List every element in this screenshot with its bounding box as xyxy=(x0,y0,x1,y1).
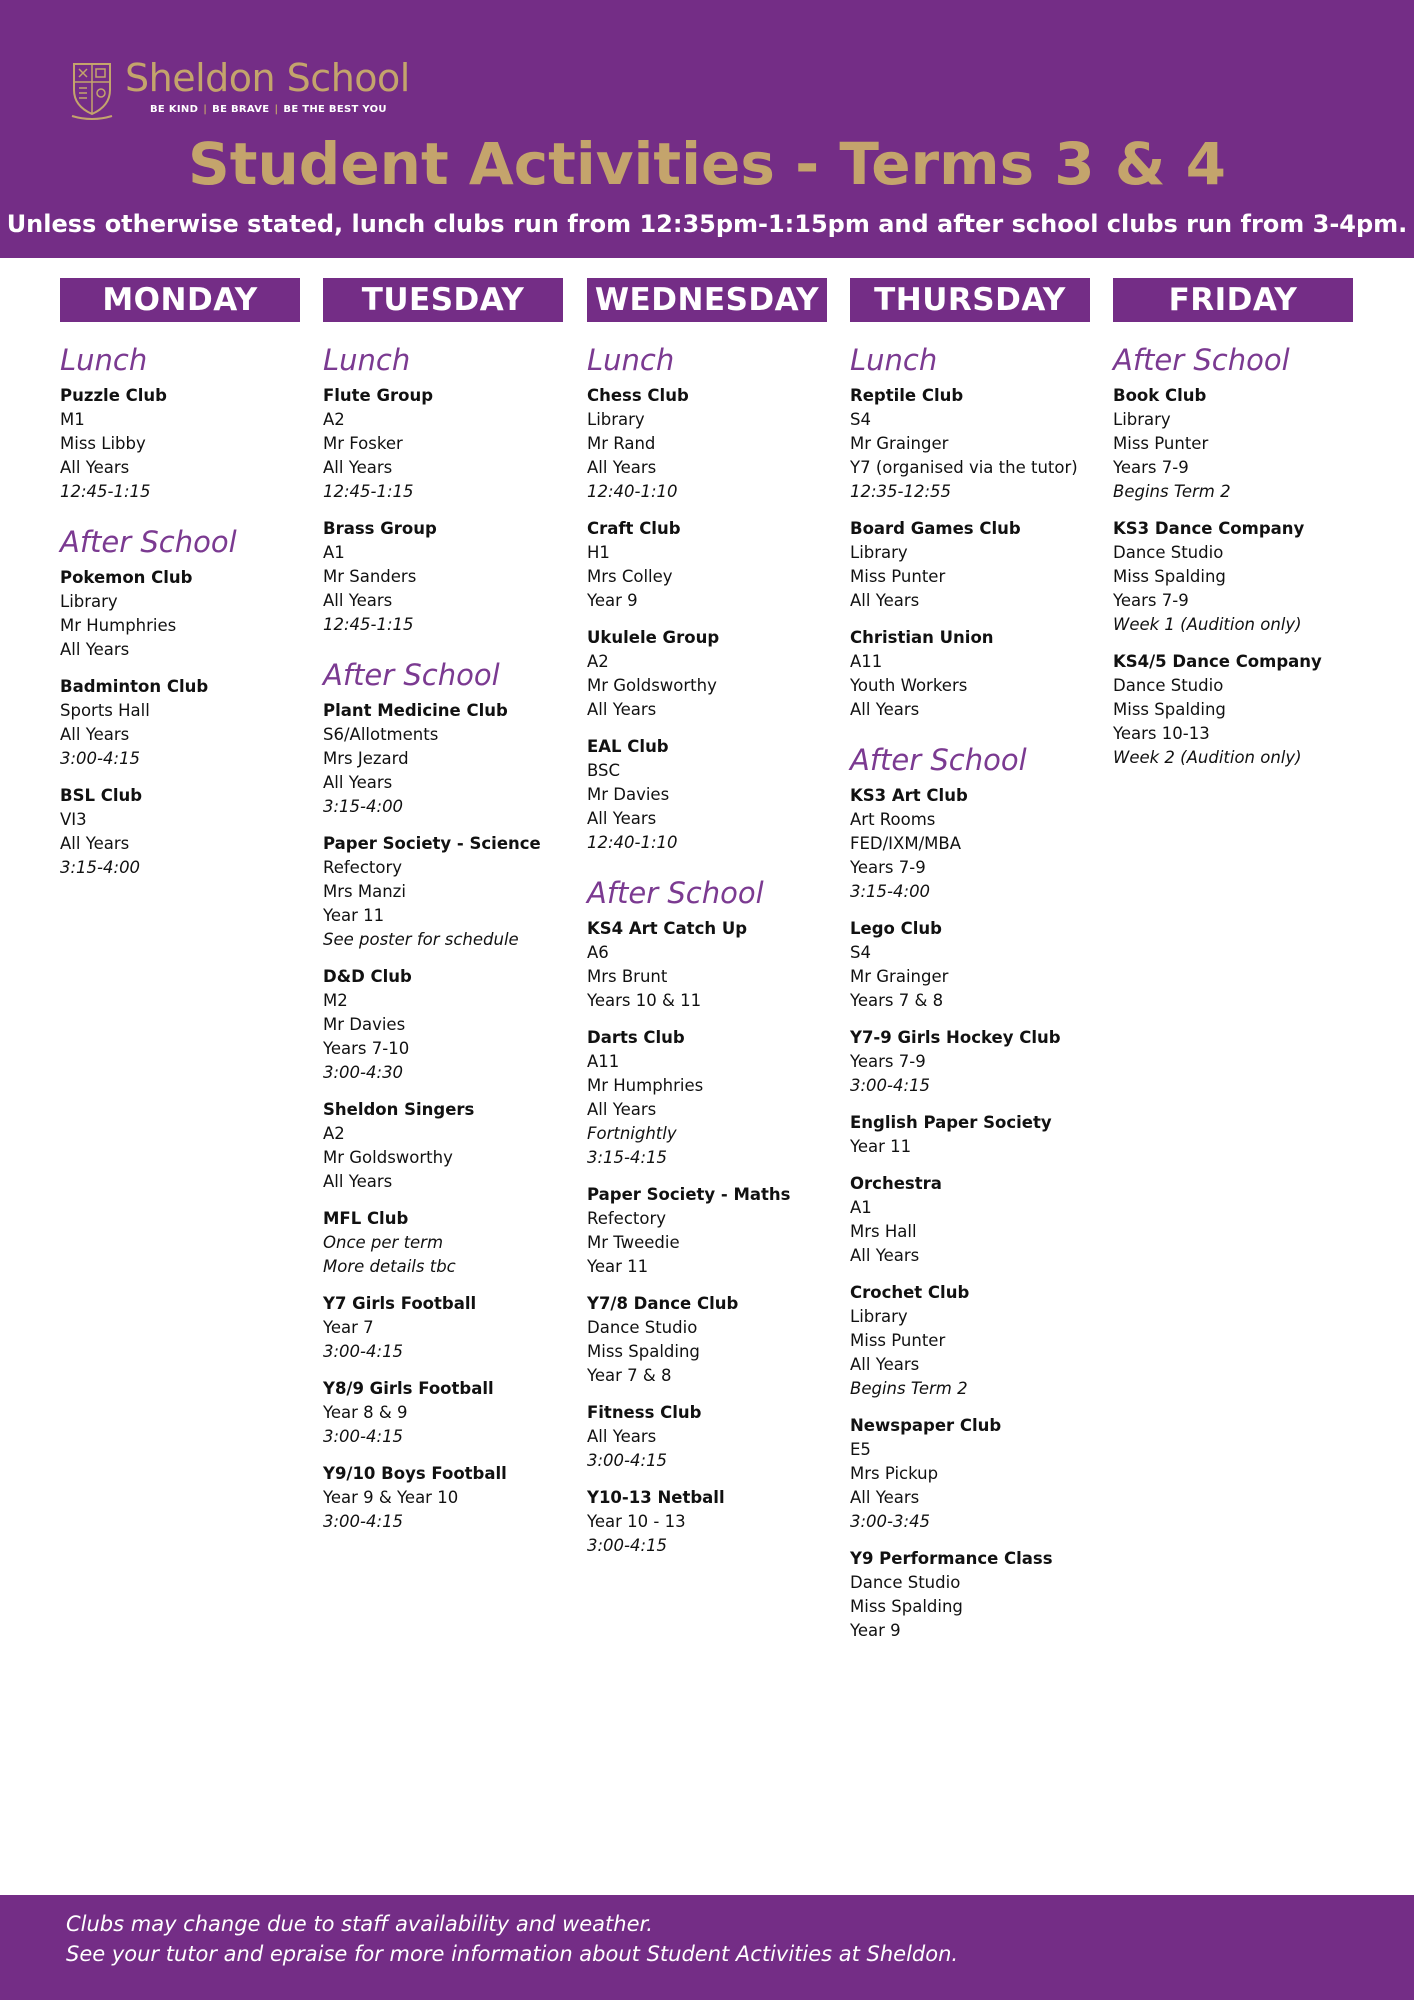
club-entry xyxy=(60,566,300,662)
club-entry xyxy=(587,1292,827,1388)
club-detail: Year 10 - 13 xyxy=(587,1512,686,1531)
club-entry xyxy=(587,384,827,504)
club-entry xyxy=(323,965,563,1085)
club-name: Y7-9 Girls Hockey Club xyxy=(850,1028,1061,1047)
club-detail: All Years xyxy=(587,458,657,477)
club-detail: Mr Sanders xyxy=(323,567,417,586)
club-detail: 3:00-3:45 xyxy=(850,1512,931,1531)
club-name: Brass Group xyxy=(323,519,437,538)
club-detail: Youth Workers xyxy=(850,676,968,695)
footer-banner xyxy=(0,1895,1414,2000)
section-heading: After School xyxy=(587,876,764,910)
club-detail: Art Rooms xyxy=(850,810,936,829)
club-detail: A2 xyxy=(323,1124,345,1143)
club-name: Paper Society - Science xyxy=(323,834,541,853)
club-entry xyxy=(587,735,827,855)
club-name: Crochet Club xyxy=(850,1283,970,1302)
section-heading: After School xyxy=(850,743,1027,777)
day-column-tuesday xyxy=(323,278,563,1547)
club-detail: Miss Punter xyxy=(850,567,946,586)
club-detail: Year 9 xyxy=(850,1621,901,1640)
club-detail: Sports Hall xyxy=(60,701,150,720)
club-detail: All Years xyxy=(60,834,130,853)
club-detail: All Years xyxy=(850,591,920,610)
club-detail: Year 11 xyxy=(587,1257,649,1276)
club-detail: All Years xyxy=(323,1172,393,1191)
school-motto xyxy=(150,104,387,115)
club-detail: Mr Davies xyxy=(323,1015,406,1034)
day-column-wednesday xyxy=(587,278,827,1571)
club-detail: All Years xyxy=(323,773,393,792)
club-detail: Year 9 xyxy=(587,591,638,610)
section-heading: Lunch xyxy=(323,343,411,377)
club-detail: Years 7 & 8 xyxy=(850,991,944,1010)
school-crest-icon xyxy=(70,60,114,120)
club-name: Flute Group xyxy=(323,386,434,405)
club-detail: All Years xyxy=(850,1355,920,1374)
section-heading: Lunch xyxy=(60,343,148,377)
club-detail: Year 11 xyxy=(850,1137,912,1156)
club-detail: Years 10 & 11 xyxy=(587,991,702,1010)
club-detail: All Years xyxy=(587,1427,657,1446)
club-detail: 12:40-1:10 xyxy=(587,482,678,501)
club-detail: Miss Punter xyxy=(1113,434,1209,453)
club-detail: Years 7-9 xyxy=(1113,458,1189,477)
club-entry xyxy=(850,1111,1090,1159)
club-detail: H1 xyxy=(587,543,610,562)
club-name: Puzzle Club xyxy=(60,386,167,405)
club-detail: 3:00-4:15 xyxy=(323,1427,404,1446)
club-detail: M2 xyxy=(323,991,348,1010)
club-detail: Mr Humphries xyxy=(587,1076,704,1095)
club-detail: BSC xyxy=(587,761,621,780)
club-detail: Mr Rand xyxy=(587,434,656,453)
club-detail: Begins Term 2 xyxy=(1113,482,1231,501)
club-detail: A11 xyxy=(587,1052,620,1071)
club-entry xyxy=(850,1172,1090,1268)
day-header: THURSDAY xyxy=(850,278,1090,322)
club-detail: Miss Spalding xyxy=(1113,567,1226,586)
club-detail: All Years xyxy=(587,1100,657,1119)
school-logo xyxy=(70,56,410,122)
club-entry xyxy=(60,784,300,880)
club-name: Reptile Club xyxy=(850,386,964,405)
day-column-monday xyxy=(60,278,300,893)
club-detail: Mrs Pickup xyxy=(850,1464,939,1483)
club-detail: All Years xyxy=(60,458,130,477)
club-detail: All Years xyxy=(850,1246,920,1265)
club-detail: 12:35-12:55 xyxy=(850,482,952,501)
club-name: Board Games Club xyxy=(850,519,1021,538)
motto-part: BE THE BEST YOU xyxy=(283,104,387,115)
club-detail: Mrs Jezard xyxy=(323,749,409,768)
club-detail: Library xyxy=(60,592,118,611)
footer-note: Clubs may change due to staff availability and weather. xyxy=(66,1912,653,1936)
club-detail: A2 xyxy=(323,410,345,429)
club-entry xyxy=(587,917,827,1013)
club-detail: Library xyxy=(850,543,908,562)
club-name: Christian Union xyxy=(850,628,994,647)
club-detail: Y7 (organised via the tutor) xyxy=(850,458,1078,477)
club-detail: Mr Goldsworthy xyxy=(323,1148,453,1167)
day-header: WEDNESDAY xyxy=(587,278,827,322)
club-detail: Mr Goldsworthy xyxy=(587,676,717,695)
club-name: Newspaper Club xyxy=(850,1416,1002,1435)
club-detail: S4 xyxy=(850,410,871,429)
club-detail: Mrs Hall xyxy=(850,1222,917,1241)
club-detail: All Years xyxy=(850,700,920,719)
footer-note: See your tutor and epraise for more information about Student Activities at Sheldon. xyxy=(66,1942,959,1966)
club-detail: All Years xyxy=(60,640,130,659)
section-heading: Lunch xyxy=(587,343,675,377)
club-detail: A1 xyxy=(850,1198,872,1217)
club-detail: Mrs Brunt xyxy=(587,967,668,986)
club-name: D&D Club xyxy=(323,967,412,986)
club-detail: 3:00-4:15 xyxy=(60,749,141,768)
day-header: TUESDAY xyxy=(323,278,563,322)
motto-part: BE KIND xyxy=(150,104,199,115)
club-entry xyxy=(587,1401,827,1473)
club-detail: Refectory xyxy=(323,858,403,877)
club-detail: Miss Libby xyxy=(60,434,146,453)
club-detail: 12:45-1:15 xyxy=(323,482,414,501)
club-name: BSL Club xyxy=(60,786,143,805)
club-detail: Year 11 xyxy=(323,906,385,925)
club-name: Book Club xyxy=(1113,386,1207,405)
club-entry xyxy=(587,626,827,722)
motto-part: BE BRAVE xyxy=(212,104,270,115)
club-entry xyxy=(850,1026,1090,1098)
motto-separator: | xyxy=(274,104,279,115)
club-name: KS4/5 Dance Company xyxy=(1113,652,1322,671)
club-name: Darts Club xyxy=(587,1028,685,1047)
club-detail: Fortnightly xyxy=(587,1124,677,1143)
club-name: Sheldon Singers xyxy=(323,1100,475,1119)
day-header: FRIDAY xyxy=(1113,278,1353,322)
section-heading: Lunch xyxy=(850,343,938,377)
club-detail: Miss Punter xyxy=(850,1331,946,1350)
page-title: Student Activities - Terms 3 & 4 xyxy=(188,130,1226,198)
club-detail: Year 8 & 9 xyxy=(323,1403,408,1422)
club-entry xyxy=(323,1292,563,1364)
club-detail: S6/Allotments xyxy=(323,725,439,744)
club-entry xyxy=(60,675,300,771)
club-detail: 3:15-4:00 xyxy=(323,797,404,816)
club-detail: Years 7-10 xyxy=(323,1039,410,1058)
club-detail: Miss Spalding xyxy=(1113,700,1226,719)
section-heading: After School xyxy=(1113,343,1290,377)
club-detail: A11 xyxy=(850,652,883,671)
club-name: Plant Medicine Club xyxy=(323,701,508,720)
club-entry xyxy=(850,1414,1090,1534)
day-column-friday xyxy=(1113,278,1353,783)
club-entry xyxy=(323,699,563,819)
club-name: MFL Club xyxy=(323,1209,409,1228)
club-entry xyxy=(60,384,300,504)
club-detail: Week 2 (Audition only) xyxy=(1113,748,1302,767)
club-name: Y7 Girls Football xyxy=(323,1294,477,1313)
club-detail: Miss Spalding xyxy=(587,1342,700,1361)
club-detail: 3:00-4:15 xyxy=(850,1076,931,1095)
club-name: Fitness Club xyxy=(587,1403,702,1422)
club-detail: Mrs Manzi xyxy=(323,882,406,901)
club-entry xyxy=(850,1547,1090,1643)
club-detail: Mr Grainger xyxy=(850,967,949,986)
club-detail: M1 xyxy=(60,410,85,429)
club-name: Y10-13 Netball xyxy=(587,1488,725,1507)
club-name: English Paper Society xyxy=(850,1113,1052,1132)
club-detail: 3:15-4:00 xyxy=(60,858,141,877)
club-detail: Years 10-13 xyxy=(1113,724,1210,743)
club-entry xyxy=(850,384,1090,504)
club-detail: All Years xyxy=(60,725,130,744)
club-detail: Once per term xyxy=(323,1233,444,1252)
club-entry xyxy=(587,517,827,613)
club-name: Orchestra xyxy=(850,1174,942,1193)
club-entry xyxy=(1113,650,1353,770)
club-detail: All Years xyxy=(587,700,657,719)
club-detail: S4 xyxy=(850,943,871,962)
club-detail: Library xyxy=(1113,410,1171,429)
club-detail: Dance Studio xyxy=(1113,676,1224,695)
club-detail: Year 9 & Year 10 xyxy=(323,1488,459,1507)
club-detail: 3:00-4:30 xyxy=(323,1063,404,1082)
club-entry xyxy=(1113,384,1353,504)
club-detail: All Years xyxy=(587,809,657,828)
page-subtitle: Unless otherwise stated, lunch clubs run from 12:35pm-1:15pm and after school clubs run from 3-4pm. xyxy=(6,210,1408,238)
school-name: Sheldon School xyxy=(125,56,410,100)
club-detail: Dance Studio xyxy=(850,1573,961,1592)
club-detail: 3:15-4:15 xyxy=(587,1148,668,1167)
club-detail: Mrs Colley xyxy=(587,567,673,586)
club-entry xyxy=(323,517,563,637)
club-detail: Dance Studio xyxy=(1113,543,1224,562)
club-name: KS4 Art Catch Up xyxy=(587,919,748,938)
club-name: Ukulele Group xyxy=(587,628,720,647)
club-detail: Years 7-9 xyxy=(1113,591,1189,610)
club-entry xyxy=(323,1462,563,1534)
club-name: EAL Club xyxy=(587,737,669,756)
club-detail: Dance Studio xyxy=(587,1318,698,1337)
club-entry xyxy=(850,784,1090,904)
club-detail: All Years xyxy=(323,591,393,610)
club-name: Paper Society - Maths xyxy=(587,1185,791,1204)
club-name: Craft Club xyxy=(587,519,681,538)
club-name: KS3 Art Club xyxy=(850,786,968,805)
club-name: Lego Club xyxy=(850,919,942,938)
club-entry xyxy=(850,626,1090,722)
club-detail: Begins Term 2 xyxy=(850,1379,968,1398)
motto-separator: | xyxy=(203,104,208,115)
club-detail: Mr Grainger xyxy=(850,434,949,453)
day-header: MONDAY xyxy=(60,278,300,322)
club-detail: A1 xyxy=(323,543,345,562)
club-detail: Year 7 xyxy=(323,1318,374,1337)
section-heading: After School xyxy=(323,658,500,692)
club-detail: 3:00-4:15 xyxy=(587,1451,668,1470)
club-name: Y9/10 Boys Football xyxy=(323,1464,507,1483)
section-heading: After School xyxy=(60,525,237,559)
club-detail: See poster for schedule xyxy=(323,930,519,949)
club-detail: Mr Humphries xyxy=(60,616,177,635)
club-detail: Refectory xyxy=(587,1209,667,1228)
club-name: Badminton Club xyxy=(60,677,209,696)
club-detail: Miss Spalding xyxy=(850,1597,963,1616)
club-detail: Week 1 (Audition only) xyxy=(1113,615,1302,634)
club-entry xyxy=(850,917,1090,1013)
club-name: Pokemon Club xyxy=(60,568,193,587)
club-name: Y9 Performance Class xyxy=(850,1549,1053,1568)
club-detail: 12:45-1:15 xyxy=(323,615,414,634)
club-detail: VI3 xyxy=(60,810,87,829)
club-detail: Years 7-9 xyxy=(850,858,926,877)
club-entry xyxy=(323,832,563,952)
club-entry xyxy=(587,1486,827,1558)
club-detail: Library xyxy=(850,1307,908,1326)
club-name: Y8/9 Girls Football xyxy=(323,1379,494,1398)
club-detail: More details tbc xyxy=(323,1257,456,1276)
club-entry xyxy=(850,1281,1090,1401)
club-detail: 3:00-4:15 xyxy=(323,1512,404,1531)
club-name: Y7/8 Dance Club xyxy=(587,1294,739,1313)
club-entry xyxy=(587,1183,827,1279)
club-name: KS3 Dance Company xyxy=(1113,519,1305,538)
club-detail: 3:00-4:15 xyxy=(587,1536,668,1555)
club-entry xyxy=(587,1026,827,1170)
club-entry xyxy=(323,1098,563,1194)
club-detail: Year 7 & 8 xyxy=(587,1366,672,1385)
club-detail: 3:15-4:00 xyxy=(850,882,931,901)
club-detail: A6 xyxy=(587,943,609,962)
club-entry xyxy=(1113,517,1353,637)
club-entry xyxy=(323,1377,563,1449)
club-entry xyxy=(323,1207,563,1279)
club-detail: Library xyxy=(587,410,645,429)
club-detail: All Years xyxy=(323,458,393,477)
club-detail: A2 xyxy=(587,652,609,671)
club-detail: All Years xyxy=(850,1488,920,1507)
club-detail: Mr Davies xyxy=(587,785,670,804)
club-detail: E5 xyxy=(850,1440,871,1459)
club-detail: 12:45-1:15 xyxy=(60,482,151,501)
club-detail: 3:00-4:15 xyxy=(323,1342,404,1361)
club-detail: Years 7-9 xyxy=(850,1052,926,1071)
day-column-thursday xyxy=(850,278,1090,1656)
club-detail: Mr Fosker xyxy=(323,434,403,453)
club-entry xyxy=(323,384,563,504)
header-banner xyxy=(0,0,1414,258)
club-detail: FED/IXM/MBA xyxy=(850,834,961,853)
club-entry xyxy=(850,517,1090,613)
club-detail: 12:40-1:10 xyxy=(587,833,678,852)
club-detail: Mr Tweedie xyxy=(587,1233,680,1252)
club-name: Chess Club xyxy=(587,386,689,405)
